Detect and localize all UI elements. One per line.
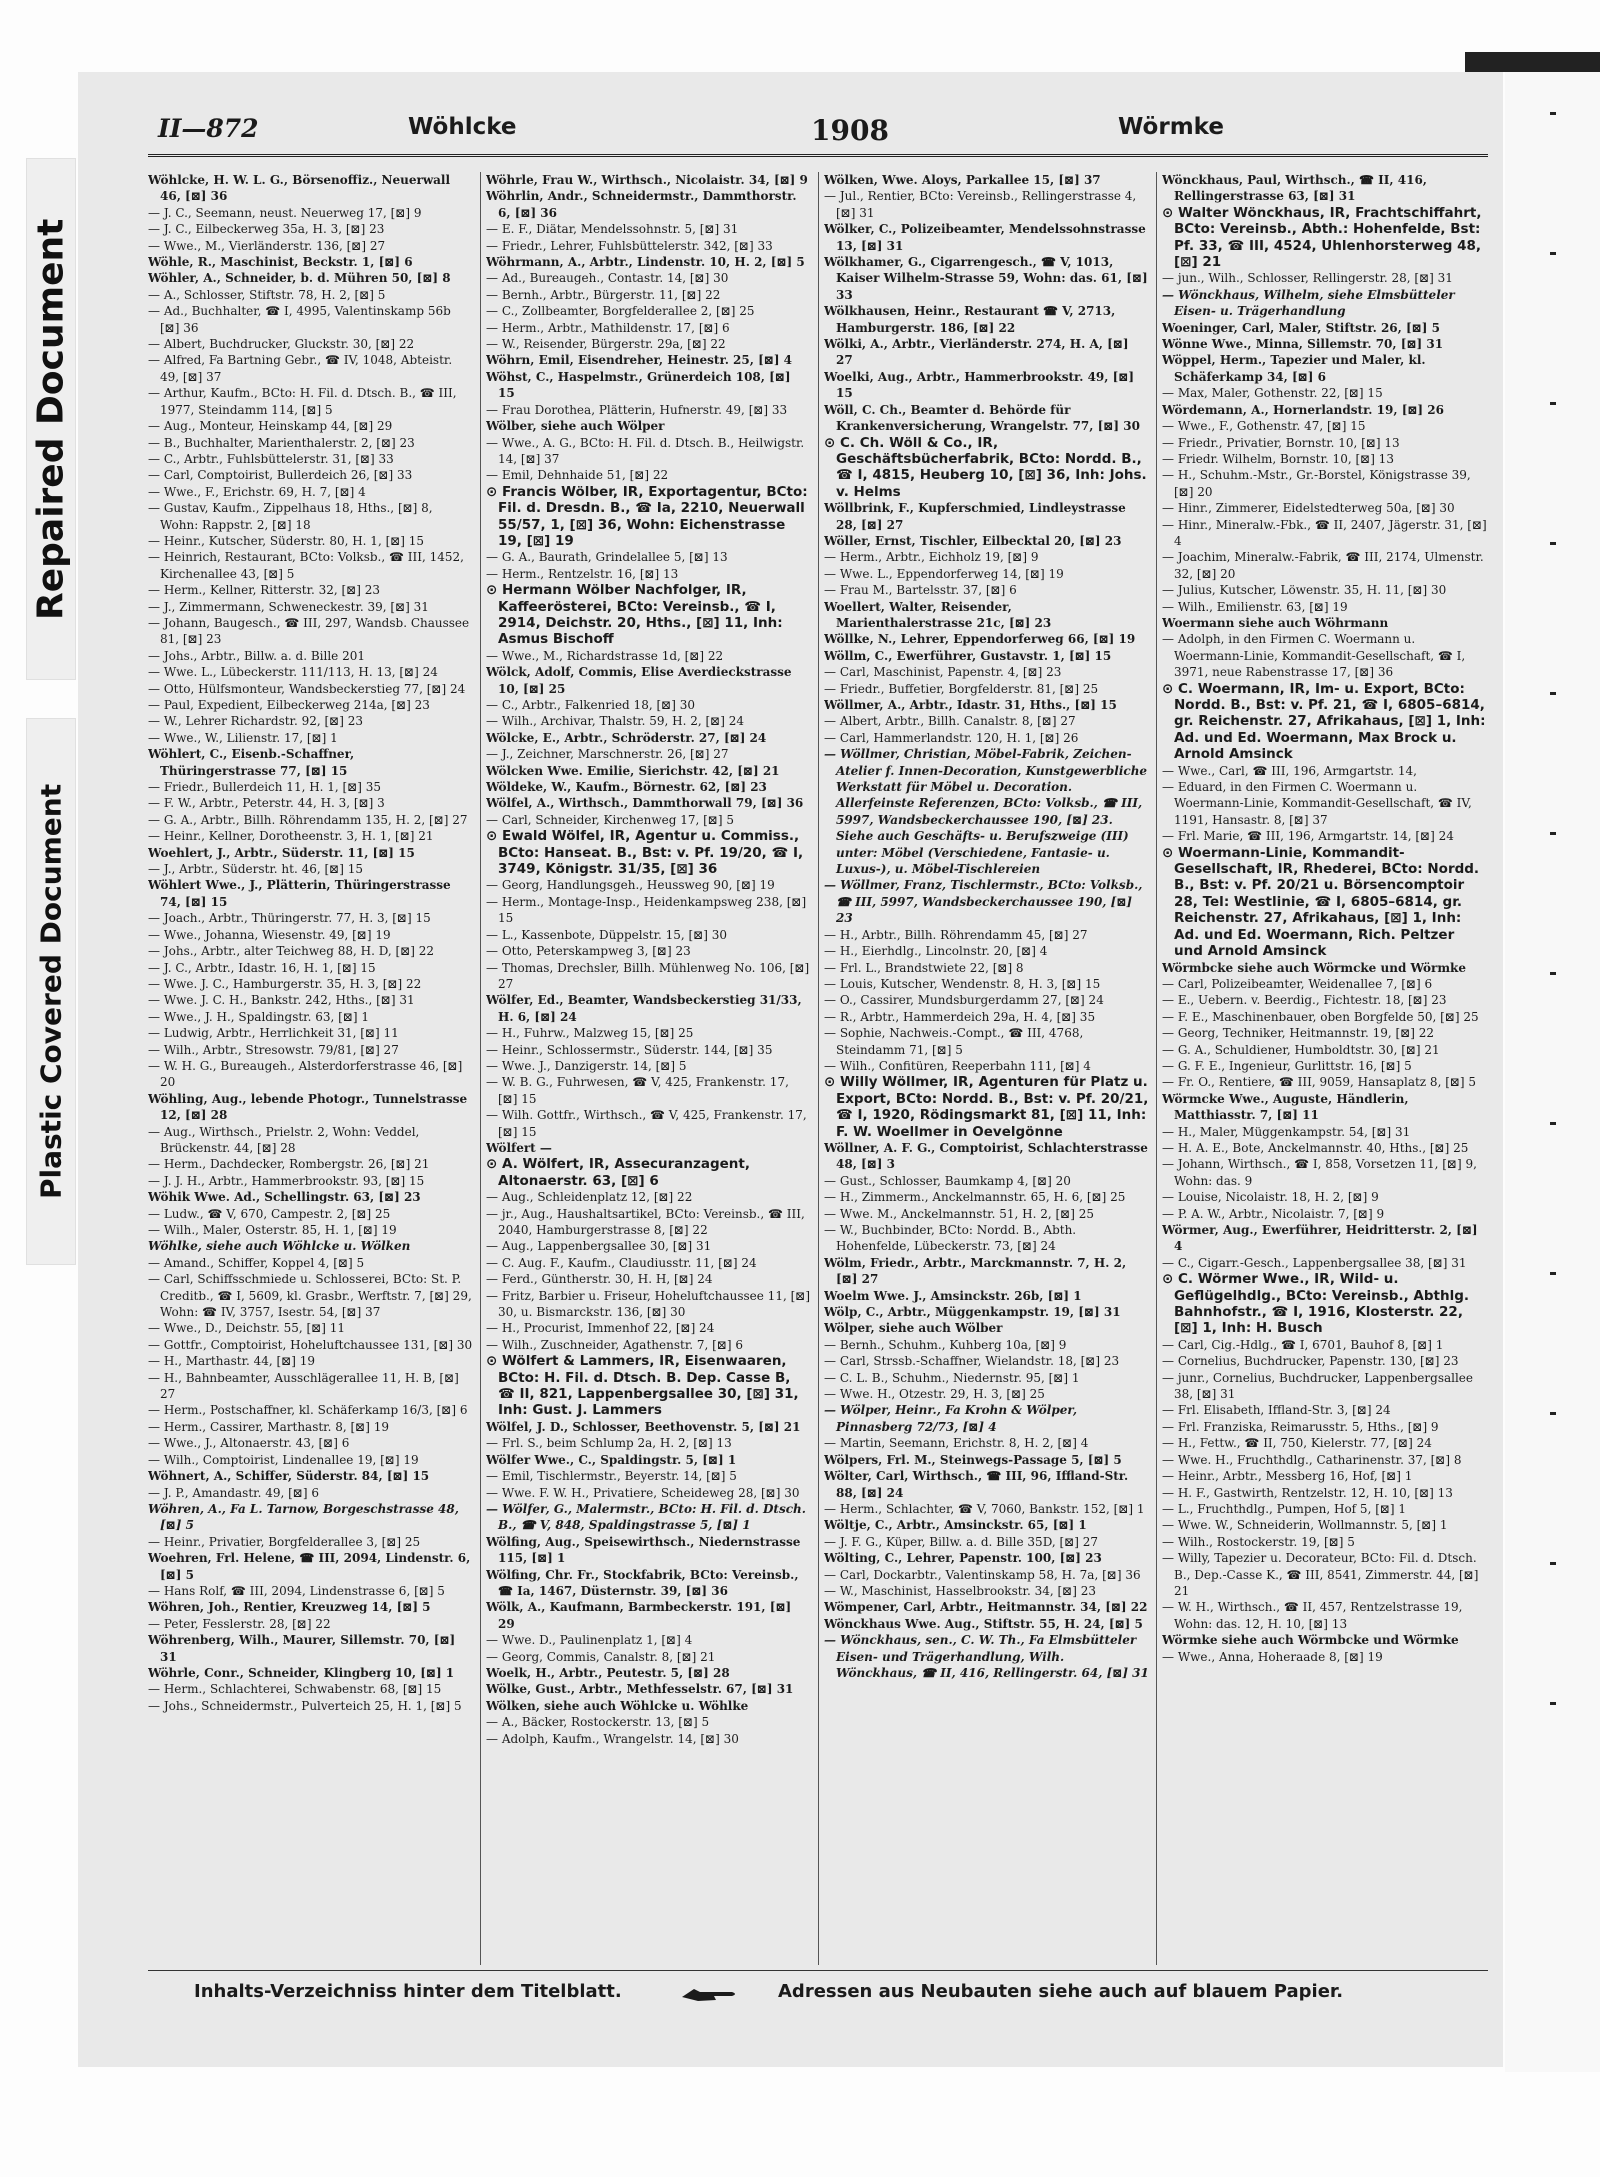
directory-entry: — C., Cigarr.-Gesch., Lappenbergsallee 38, [⊠] 31 [1162,1255,1467,1270]
directory-entry: — Peter, Fesslerstr. 28, [⊠] 22 [148,1616,331,1631]
directory-entry: Woellert, Walter, Reisender, Marienthalerstrasse 21c, [⊠] 23 [824,599,1052,630]
directory-entry: — W., Maschinist, Hasselbrookstr. 34, [⊠] 23 [824,1583,1096,1598]
directory-entry: — Wwe., M., Vierländerstr. 136, [⊠] 27 [148,238,386,253]
directory-entry: — Martin, Seemann, Erichstr. 8, H. 2, [⊠] 4 [824,1436,1089,1451]
directory-entry: Wöltje, C., Arbtr., Amsinckstr. 65, [⊠] 1 [824,1518,1087,1533]
directory-entry: Wölkhamer, G., Cigarrengesch., ☎ V, 1013, Kaiser Wilhelm-Strasse 59, Wohn: das. 61, [⊠] 33 [824,255,1148,302]
directory-entry: ⊙ Wölfert & Lammers, IR, Eisenwaaren, BCto: H. Fil. d. Dtsch. B. Dep. Casse B, ☎ II, 821, Lappenbergsallee 30, [⊠] 31, Inh: Gust. J. Lammers [486,1353,799,1419]
directory-entry: Wöhrle, Frau W., Wirthsch., Nicolaistr. 34, [⊠] 9 [486,173,808,187]
directory-entry: — J., Zeichner, Marschnerstr. 26, [⊠] 27 [486,747,729,762]
directory-entry: — L., Kassenbote, Düppelstr. 15, [⊠] 30 [486,927,728,942]
directory-entry: — G. A., Baurath, Grindelallee 5, [⊠] 13 [486,550,728,565]
directory-entry: — G. A., Arbtr., Billh. Röhrendamm 135, H. 2, [⊠] 27 [148,812,468,827]
directory-entry: — Carl, Maschinist, Papenstr. 4, [⊠] 23 [824,665,1062,680]
directory-entry: Wöhlert Wwe., J., Plätterin, Thüringerstrasse 74, [⊠] 15 [148,878,451,909]
directory-entry: Wölcke, E., Arbtr., Schröderstr. 27, [⊠] 24 [486,730,767,745]
directory-entry: — H., Arbtr., Billh. Röhrendamm 45, [⊠] 27 [824,927,1088,942]
directory-entry: Wölfel, A., Wirthsch., Dammthorwall 79, [⊠] 36 [486,796,804,811]
directory-entry: — Wwe. H., Fruchthdlg., Catharinenstr. 37, [⊠] 8 [1162,1452,1462,1467]
directory-entry: — Wwe., F., Erichstr. 69, H. 7, [⊠] 4 [148,484,366,499]
directory-entry: — Gust., Schlosser, Baumkamp 4, [⊠] 20 [824,1173,1071,1188]
directory-entry: ⊙ C. Woermann, IR, Im- u. Export, BCto: Nordd. B., Bst: v. Pf. 21, ☎ I, 6805–6814, gr. Reichenstr. 27, Afrikahaus, [⊠] 1, Inh: Ad. und Ed. Woermann, Max Brock u. Arnold Amsinck [1162,680,1486,763]
directory-entry: — Friedr., Lehrer, Fuhlsbüttelerstr. 342, [⊠] 33 [486,238,773,253]
directory-entry: — Wölper, Heinr., Fa Krohn & Wölper, Pinnasberg 72/73, [⊠] 4 [824,1403,1078,1434]
directory-entry: Wöhle, R., Maschinist, Beckstr. 1, [⊠] 6 [148,255,413,270]
directory-entry: — J., Arbtr., Süderstr. ht. 46, [⊠] 15 [148,862,363,877]
directory-entry: — Wwe., Johanna, Wiesenstr. 49, [⊠] 19 [148,927,391,942]
directory-entry: Wöllmer, A., Arbtr., Idastr. 31, Hths., [⊠] 15 [824,698,1117,712]
directory-entry: — W., Lehrer Richardstr. 92, [⊠] 23 [148,714,364,729]
directory-entry: ⊙ C. Ch. Wöll & Co., IR, Geschäftsbücherfabrik, BCto: Nordd. B., ☎ I, 4815, Heuberg 10, [⊠] 36, Inh: Johs. v. Helms [824,434,1147,500]
directory-entry: Wörmer, Aug., Ewerführer, Heidritterstr. 2, [⊠] 4 [1162,1223,1478,1254]
directory-entry: — Heinr., Kellner, Dorotheenstr. 3, H. 1, [⊠] 21 [148,829,434,844]
directory-entry: — C., Arbtr., Fuhlsbüttelerstr. 31, [⊠] 33 [148,451,394,466]
directory-entry: — Wilh., Emilienstr. 63, [⊠] 19 [1162,599,1348,614]
directory-entry: — Wilh., Rostockerstr. 19, [⊠] 5 [1162,1534,1355,1549]
directory-entry: — Herm., Kellner, Ritterstr. 32, [⊠] 23 [148,583,381,598]
directory-entry: — E. F., Diätar, Mendelssohnstr. 5, [⊠] 31 [486,222,739,237]
directory-entry: — Wwe. F. W. H., Privatiere, Scheideweg 28, [⊠] 30 [486,1485,800,1500]
directory-entry: — Herm., Arbtr., Mathildenstr. 17, [⊠] 6 [486,320,730,335]
directory-entry: — C. Aug. F., Kaufm., Claudiusstr. 11, [⊠] 24 [486,1255,757,1270]
directory-entry: — junr., Cornelius, Buchdrucker, Lappenbergsallee 38, [⊠] 31 [1162,1370,1474,1402]
directory-entry: — Wwe., A. G., BCto: H. Fil. d. Dtsch. B., Heilwigstr. 14, [⊠] 37 [486,435,805,466]
directory-entry: — Wwe., Anna, Hoheraade 8, [⊠] 19 [1162,1649,1383,1664]
directory-entry: Wöllner, A. F. G., Comptoirist, Schlachterstrasse 48, [⊠] 3 [824,1140,1148,1172]
directory-entry: Wönckhaus, Paul, Wirthsch., ☎ II, 416, Rellingerstrasse 63, [⊠] 31 [1162,173,1427,204]
directory-entry: — Carl, Hammerlandstr. 120, H. 1, [⊠] 26 [824,730,1079,745]
directory-entry: — Frl. L., Brandstwiete 22, [⊠] 8 [824,960,1024,975]
directory-entry: Wönne Wwe., Minna, Sillemstr. 70, [⊠] 31 [1162,337,1444,352]
directory-entry: — Frl. Marie, ☎ III, 196, Armgartstr. 14, [⊠] 24 [1162,829,1454,844]
directory-entry: Wöhlert, C., Eisenb.-Schaffner, Thüringerstrasse 77, [⊠] 15 [148,747,355,778]
directory-entry: — L., Fruchthdlg., Pumpen, Hof 5, [⊠] 1 [1162,1501,1407,1516]
directory-entry: — Willy, Tapezier u. Decorateur, BCto: Fil. d. Dtsch. B., Dep.-Casse K., ☎ III, 8541, Zimmerstr. 44, [⊠] 21 [1162,1551,1479,1598]
directory-entry: Woelk, H., Arbtr., Peutestr. 5, [⊠] 28 [486,1665,730,1680]
directory-entry: — Otto, Hülfsmonteur, Wandsbeckerstieg 77, [⊠] 24 [148,681,466,696]
directory-entry: — Hans Rolf, ☎ III, 2094, Lindenstrasse 6, [⊠] 5 [148,1583,445,1598]
directory-entry: Wöhren, A., Fa L. Tarnow, Borgeschstrasse 48, [⊠] 5 [148,1501,459,1533]
directory-entry: Wölken, Wwe. Aloys, Parkallee 15, [⊠] 37 [824,173,1101,187]
directory-entry: — Emil, Dehnhaide 51, [⊠] 22 [486,468,669,483]
directory-entry: — Joachim, Mineralw.-Fabrik, ☎ III, 2174, Ulmenstr. 32, [⊠] 20 [1162,550,1484,581]
directory-column-4 [1162,172,1487,1965]
directory-entry: — Heinrich, Restaurant, BCto: Volksb., ☎ III, 1452, Kirchenallee 43, [⊠] 5 [148,550,464,581]
directory-entry: Wöhren, Joh., Rentier, Kreuzweg 14, [⊠] 5 [148,1600,431,1615]
directory-entry: — C., Zollbeamter, Borgfelderallee 2, [⊠] 25 [486,304,755,319]
directory-entry: ⊙ Francis Wölber, IR, Exportagentur, BCto: Fil. d. Dresdn. B., ☎ Ia, 2210, Neuerwall 55/57, 1, [⊠] 36, Wohn: Eichenstrasse 19, [⊠] 19 [486,483,808,549]
directory-entry: — Herm., Dachdecker, Rombergstr. 26, [⊠] 21 [148,1157,430,1172]
directory-entry: — H., Fettw., ☎ II, 750, Kielerstr. 77, [⊠] 24 [1162,1436,1432,1451]
directory-entry: — Johs., Arbtr., Billw. a. d. Bille 201 [148,648,366,663]
directory-entry: Wöhrlin, Andr., Schneidermstr., Dammthorstr. 6, [⊠] 36 [486,189,797,220]
directory-entry: — Wöllmer, Christian, Möbel-Fabrik, Zeichen-Atelier f. Innen-Decoration, Kunstgewerbliche Werkstatt für Möbel u. Decoration. Allerfeinste Referenzen, BCto: Volksb., ☎ III, 5997, Wandsbeckerchaussee 190, [⊠] 23. Siehe auch Geschäfts- u. Berufszweige (III) unter: Möbel (Verschiedene, Fantasie- u. Luxus-), u. Möbel-Tischlereien [824,747,1148,877]
directory-entry: — G. F. E., Ingenieur, Gurlittstr. 16, [⊠] 5 [1162,1058,1412,1073]
directory-entry: — Aug., Monteur, Heinskamp 44, [⊠] 29 [148,419,393,434]
directory-entry: Woermann siehe auch Wöhrmann [1162,615,1389,630]
directory-entry: Wölter, Carl, Wirthsch., ☎ III, 96, Iffland-Str. 88, [⊠] 24 [824,1469,1129,1500]
directory-entry: — Fritz, Barbier u. Friseur, Hoheluftchaussee 11, [⊠] 30, u. Bismarckstr. 136, [⊠] 30 [486,1288,810,1320]
directory-entry: — Sophie, Nachweis.-Compt., ☎ III, 4768, Steindamm 71, [⊠] 5 [824,1026,1084,1057]
directory-entry: Woelki, Aug., Arbtr., Hammerbrookstr. 49, [⊠] 15 [824,369,1135,401]
directory-entry: — jr., Aug., Haushaltsartikel, BCto: Vereinsb., ☎ III, 2040, Hamburgerstrasse 8, [⊠] 22 [486,1206,805,1237]
directory-entry: — Wwe. J. C., Hamburgerstr. 35, H. 3, [⊠] 22 [148,976,422,991]
directory-entry: — H., Maler, Müggenkampstr. 54, [⊠] 31 [1162,1124,1411,1139]
directory-entry: — Emil, Tischlermstr., Beyerstr. 14, [⊠] 5 [486,1469,737,1484]
directory-entry: — Wwe., Carl, ☎ III, 196, Armgartstr. 14, [1162,763,1417,778]
directory-entry: — Cornelius, Buchdrucker, Papenstr. 130, [⊠] 23 [1162,1354,1459,1369]
directory-entry: — Gottfr., Comptoirist, Hoheluftchaussee 131, [⊠] 30 [148,1337,473,1352]
directory-entry: — W. H., Wirthsch., ☎ II, 457, Rentzelstrasse 19, Wohn: das. 12, H. 10, [⊠] 13 [1162,1600,1463,1631]
directory-entry: Wöhler, A., Schneider, b. d. Mühren 50, [⊠] 8 [148,271,451,286]
directory-entry: Wöhik Wwe. Ad., Schellingstr. 63, [⊠] 23 [148,1190,421,1205]
directory-entry: — W., Buchbinder, BCto: Nordd. B., Abth. Hohenfelde, Lübeckerstr. 73, [⊠] 24 [824,1223,1077,1254]
directory-entry: Wöhlcke, H. W. L. G., Börsenoffiz., Neuerwall 46, [⊠] 36 [148,173,451,204]
header-year: 1908 [811,114,889,147]
directory-entry: — Aug., Wirthsch., Prielstr. 2, Wohn: Veddel, Brückenstr. 44, [⊠] 28 [148,1124,420,1155]
directory-column-1 [148,172,473,1965]
directory-entry: Wölcken Wwe. Emilie, Sierichstr. 42, [⊠] 21 [486,763,780,778]
directory-entry: Wöppel, Herm., Tapezier und Maler, kl. Schäferkamp 34, [⊠] 6 [1162,353,1426,384]
directory-entry: Wölp, C., Arbtr., Müggenkampstr. 19, [⊠] 31 [824,1305,1121,1320]
directory-entry: — H., Bahnbeamter, Ausschlägerallee 11, H. B, [⊠] 27 [148,1370,459,1402]
directory-entry: Wölpers, Frl. M., Steinwegs-Passage 5, [⊠] 5 [824,1452,1122,1467]
directory-entry: — Johann, Baugesch., ☎ III, 297, Wandsb. Chaussee 81, [⊠] 23 [148,615,470,647]
plastic-covered-document-label: Plastic Covered Document [26,718,76,1265]
directory-entry: — Herm., Schlachterei, Schwabenstr. 68, [⊠] 15 [148,1682,442,1697]
directory-entry: Wölber, siehe auch Wölper [486,419,665,434]
directory-entry: — Wwe., J. H., Spaldingstr. 63, [⊠] 1 [148,1009,369,1024]
directory-entry: — H., Schuhm.-Mstr., Gr.-Borstel, Königstrasse 39, [⊠] 20 [1162,468,1471,499]
directory-entry: Wölper, siehe auch Wölber [824,1321,1003,1336]
directory-entry: — Gustav, Kaufm., Zippelhaus 18, Hths., [⊠] 8, Wohn: Rappstr. 2, [⊠] 18 [148,501,433,532]
directory-entry: — G. A., Schuldiener, Humboldtstr. 30, [⊠] 21 [1162,1042,1440,1057]
column-divider [818,172,819,1965]
directory-entry: — jun., Wilh., Schlosser, Rellingerstr. 28, [⊠] 31 [1162,271,1453,286]
directory-entry: — Friedr., Bullerdeich 11, H. 1, [⊠] 35 [148,780,382,795]
directory-entry: — Wönckhaus, Wilhelm, siehe Elmsbütteler Eisen- u. Trägerhandlung [1162,287,1455,319]
directory-entry: ⊙ Ewald Wölfel, IR, Agentur u. Commiss., BCto: Hanseat. B., Bst: v. Pf. 19/20, ☎ I, 3749, Königstr. 31/35, [⊠] 36 [486,828,804,878]
directory-entry: — Otto, Peterskampweg 3, [⊠] 23 [486,944,691,959]
directory-entry: — H., Procurist, Immenhof 22, [⊠] 24 [486,1321,715,1336]
directory-entry: — Herm., Rentzelstr. 16, [⊠] 13 [486,566,679,581]
directory-entry: — Wilh., Archivar, Thalstr. 59, H. 2, [⊠] 24 [486,714,744,729]
directory-entry: — Alfred, Fa Bartning Gebr., ☎ IV, 1048, Abteistr. 49, [⊠] 37 [148,353,453,384]
directory-entry: — Ludw., ☎ V, 670, Campestr. 2, [⊠] 25 [148,1206,391,1221]
pointing-hand-icon [680,1985,740,2003]
directory-entry: — Frau M., Bartelsstr. 37, [⊠] 6 [824,583,1017,598]
directory-entry: — Max, Maler, Gothenstr. 22, [⊠] 15 [1162,386,1383,401]
directory-entry: — H., Eierhdlg., Lincolnstr. 20, [⊠] 4 [824,944,1048,959]
directory-entry: — Eduard, in den Firmen C. Woermann u. Woermann-Linie, Kommandit-Gesellschaft, ☎ IV, 1191, Hansastr. 8, [⊠] 37 [1162,780,1472,827]
directory-entry: Wöllke, N., Lehrer, Eppendorferweg 66, [⊠] 19 [824,632,1136,647]
directory-entry: — Wilh., Maler, Osterstr. 85, H. 1, [⊠] 19 [148,1223,397,1237]
directory-entry: — Wwe., J., Altonaerstr. 43, [⊠] 6 [148,1436,350,1451]
directory-entry: — Georg, Commis, Canalstr. 8, [⊠] 21 [486,1649,716,1664]
directory-entry: Wördemann, A., Hornerlandstr. 19, [⊠] 26 [1162,402,1444,417]
directory-entry: Wörmke siehe auch Wörmbcke und Wörmke [1162,1633,1459,1648]
directory-entry: Wölfer, Ed., Beamter, Wandsbeckerstieg 31/33, H. 6, [⊠] 24 [486,993,802,1024]
directory-entry: Wöller, Ernst, Tischler, Eilbecktal 20, [⊠] 23 [824,533,1122,548]
directory-entry: — Herm., Cassirer, Marthastr. 8, [⊠] 19 [148,1419,389,1434]
directory-entry: — Hinr., Zimmerer, Eidelstedterweg 50a, [⊠] 30 [1162,501,1455,516]
directory-entry: — Aug., Schleidenplatz 12, [⊠] 22 [486,1190,693,1205]
directory-entry: Wölfing, Chr. Fr., Stockfabrik, BCto: Vereinsb., ☎ Ia, 1467, Düsternstr. 39, [⊠] 36 [486,1567,799,1598]
directory-entry: — Wwe. H., Otzestr. 29, H. 3, [⊠] 25 [824,1387,1045,1402]
directory-entry: Wöllm, C., Ewerführer, Gustavstr. 1, [⊠] 15 [824,648,1112,663]
directory-entry: — Albert, Buchdrucker, Gluckstr. 30, [⊠] 22 [148,337,415,352]
directory-entry: — Friedr., Buffetier, Borgfelderstr. 81, [⊠] 25 [824,681,1099,696]
directory-entry: — Johs., Schneidermstr., Pulverteich 25, H. 1, [⊠] 5 [148,1698,462,1713]
directory-entry: — Wönckhaus, sen., C. W. Th., Fa Elmsbütteler Eisen- und Trägerhandlung, Wilh. Wönckhaus, ☎ II, 416, Rellingerstr. 64, [⊠] 31 [824,1633,1149,1680]
directory-entry: — Wwe. L., Eppendorferweg 14, [⊠] 19 [824,566,1064,581]
directory-entry: — Frl. S., beim Schlump 2a, H. 2, [⊠] 13 [486,1436,732,1451]
repaired-document-label: Repaired Document [26,158,76,680]
directory-entry: — Louis, Kutscher, Wendenstr. 8, H. 3, [⊠] 15 [824,976,1101,991]
directory-entry: Wöhlke, siehe auch Wöhlcke u. Wölken [148,1239,411,1254]
directory-entry: — J. J. H., Arbtr., Hammerbrookstr. 93, [⊠] 15 [148,1173,425,1188]
directory-entry: — C., Arbtr., Falkenried 18, [⊠] 30 [486,698,695,712]
directory-entry: — Carl, Comptoirist, Bullerdeich 26, [⊠] 33 [148,468,413,483]
directory-entry: — W. H. G., Bureaugeh., Alsterdorferstrasse 46, [⊠] 20 [148,1058,463,1090]
footer-right-text: Adressen aus Neubauten siehe auch auf blauem Papier. [778,1981,1344,2002]
directory-entry: Wöldeke, W., Kaufm., Börnestr. 62, [⊠] 23 [486,780,767,795]
directory-entry: — Aug., Lappenbergsallee 30, [⊠] 31 [486,1239,712,1254]
page-footer [148,1970,1488,2011]
directory-entry: — Wwe., M., Richardstrasse 1d, [⊠] 22 [486,648,724,663]
directory-entry: — Wilh., Arbtr., Stresowstr. 79/81, [⊠] 27 [148,1042,399,1057]
directory-entry: — J. C., Eilbeckerweg 35a, H. 3, [⊠] 23 [148,222,385,237]
directory-entry: — A., Schlosser, Stiftstr. 78, H. 2, [⊠] 5 [148,287,386,302]
directory-entry: Wölfing, Aug., Speisewirthsch., Niedernstrasse 115, [⊠] 1 [486,1534,801,1566]
directory-entry: Wölting, C., Lehrer, Papenstr. 100, [⊠] 23 [824,1551,1102,1566]
directory-entry: — Albert, Arbtr., Billh. Canalstr. 8, [⊠] 27 [824,714,1076,729]
directory-column-3 [824,172,1149,1965]
directory-entry: Wörmbcke siehe auch Wörmcke und Wörmke [1162,960,1466,975]
directory-entry: ⊙ A. Wölfert, IR, Assecuranzagent, Altonaerstr. 63, [⊠] 6 [486,1156,750,1189]
directory-entry: — H., Zimmerm., Anckelmannstr. 65, H. 6, [⊠] 25 [824,1190,1126,1205]
directory-entry: Wölck, Adolf, Commis, Elise Averdieckstrasse 10, [⊠] 25 [486,665,792,696]
directory-entry: — Adolph, in den Firmen C. Woermann u. Woermann-Linie, Kommandit-Gesellschaft, ☎ I, 3971, neue Rabenstrasse 17, [⊠] 36 [1162,632,1466,680]
directory-entry: — B., Buchhalter, Marienthalerstr. 2, [⊠] 23 [148,435,415,450]
directory-entry: Wölkhausen, Heinr., Restaurant ☎ V, 2713, Hamburgerstr. 186, [⊠] 22 [824,304,1116,335]
directory-entry: Wölken, siehe auch Wöhlcke u. Wöhlke [486,1698,749,1713]
directory-entry: — Carl, Dockarbtr., Valentinskamp 58, H. 7a, [⊠] 36 [824,1567,1141,1582]
adjacent-page-edge [1505,72,1600,2072]
directory-entry: Woeninger, Carl, Maler, Stiftstr. 26, [⊠] 5 [1162,320,1440,335]
directory-entry: — Georg, Handlungsgeh., Heussweg 90, [⊠] 19 [486,878,775,893]
directory-entry: ⊙ Walter Wönckhaus, IR, Frachtschiffahrt, BCto: Vereinsb., Abth.: Hohenfelde, Bst: Pf. 33, ☎ III, 4524, Uhlenhorsterweg 48, [⊠] 21 [1162,204,1482,271]
directory-entry: ⊙ Willy Wöllmer, IR, Agenturen für Platz u. Export, BCto: Nordd. B., Bst: v. Pf. 20/21, ☎ I, 1920, Rödingsmarkt 81, [⊠] 11, Inh: F. W. Woellmer in Oevelgönne [824,1074,1149,1140]
directory-entry: Wölfert — [486,1140,552,1155]
directory-entry: Wöhnert, A., Schiffer, Süderstr. 84, [⊠] 15 [148,1469,430,1484]
directory-entry: — Herm., Postschaffner, kl. Schäferkamp 16/3, [⊠] 6 [148,1403,468,1418]
directory-entry: — R., Arbtr., Hammerdeich 29a, H. 4, [⊠] 35 [824,1009,1096,1024]
footer-left-text: Inhalts-Verzeichniss hinter dem Titelblatt. [194,1981,622,2002]
directory-entry: — Wöllmer, Franz, Tischlermstr., BCto: Volksb., ☎ III, 5997, Wandsbeckerchaussee 190, [⊠] 23 [824,878,1143,926]
directory-entry: — Bernh., Arbtr., Bürgerstr. 11, [⊠] 22 [486,287,721,302]
directory-entry: — Wwe. J. C. H., Bankstr. 242, Hths., [⊠] 31 [148,993,415,1008]
directory-entry: Wöhrmann, A., Arbtr., Lindenstr. 10, H. 2, [⊠] 5 [486,255,805,270]
directory-entry: — Wwe., F., Gothenstr. 47, [⊠] 15 [1162,419,1366,434]
directory-entry: — W. B. G., Fuhrwesen, ☎ V, 425, Frankenstr. 17, [⊠] 15 [486,1075,789,1106]
directory-entry: Wönckhaus Wwe. Aug., Stiftstr. 55, H. 24, [⊠] 5 [824,1616,1143,1631]
directory-entry: — Wölfer, G., Malermstr., BCto: H. Fil. d. Dtsch. B., ☎ V, 848, Spaldingstrasse 5, [⊠] 1 [486,1501,806,1533]
directory-entry: — Wwe., W., Lilienstr. 17, [⊠] 1 [148,730,338,745]
directory-entry: ⊙ C. Wörmer Wwe., IR, Wild- u. Geflügelhdlg., BCto: Vereinsb., Abthlg. Bahnhofstr., ☎ I, 1916, Klosterstr. 22, [⊠] 1, Inh: H. Busch [1162,1271,1470,1337]
directory-entry: — Ludwig, Arbtr., Herrlichkeit 31, [⊠] 11 [148,1026,399,1041]
directory-entry: — Friedr. Wilhelm, Bornstr. 10, [⊠] 13 [1162,451,1394,466]
directory-entry: Wöhst, C., Haspelmstr., Grünerdeich 108, [⊠] 15 [486,369,791,401]
directory-entry: — C. L. B., Schuhm., Niedernstr. 95, [⊠] 1 [824,1370,1080,1385]
directory-entry: Wölke, Gust., Arbtr., Methfesselstr. 67, [⊠] 31 [486,1682,794,1697]
directory-entry: — A., Bäcker, Rostockerstr. 13, [⊠] 5 [486,1715,710,1730]
directory-entry: — Carl, Polizeibeamter, Weidenallee 7, [⊠] 6 [1162,976,1433,991]
directory-entry: — J. C., Arbtr., Idastr. 16, H. 1, [⊠] 15 [148,960,376,975]
directory-entry: Wömpener, Carl, Arbtr., Heitmannstr. 34, [⊠] 22 [824,1600,1148,1615]
directory-entry: — Wilh., Zuschneider, Agathenstr. 7, [⊠] 6 [486,1337,743,1352]
directory-entry: Wöhling, Aug., lebende Photogr., Tunnelstrasse 12, [⊠] 28 [148,1091,468,1123]
directory-entry: — Carl, Cig.-Hdlg., ☎ I, 6701, Bauhof 8, [⊠] 1 [1162,1337,1444,1352]
directory-entry: Wölfer Wwe., C., Spaldingstr. 5, [⊠] 1 [486,1452,737,1467]
directory-entry: — Wwe. M., Anckelmannstr. 51, H. 2, [⊠] 25 [824,1206,1094,1221]
directory-column-2 [486,172,811,1965]
directory-entry: Wöllbrink, F., Kupferschmied, Lindleystrasse 28, [⊠] 27 [824,501,1126,532]
directory-entry: — F. E., Maschinenbauer, oben Borgfelde 50, [⊠] 25 [1162,1009,1479,1024]
directory-entry: — Wilh. Gottfr., Wirthsch., ☎ V, 425, Frankenstr. 17, [⊠] 15 [486,1108,807,1139]
directory-entry: Woehlert, J., Arbtr., Süderstr. 11, [⊠] 15 [148,845,415,860]
directory-entry: — Wwe. J., Danzigerstr. 14, [⊠] 5 [486,1058,687,1073]
directory-entry: — J. F. G., Küper, Billw. a. d. Bille 35D, [⊠] 27 [824,1534,1099,1549]
directory-entry: — Friedr., Privatier, Bornstr. 10, [⊠] 13 [1162,435,1400,450]
directory-entry: — H. A. E., Bote, Anckelmannstr. 40, Hths., [⊠] 25 [1162,1140,1469,1155]
directory-entry: — Ad., Bureaugeh., Contastr. 14, [⊠] 30 [486,271,729,286]
column-divider [480,172,481,1965]
directory-entry: — W., Reisender, Bürgerstr. 29a, [⊠] 22 [486,337,726,352]
directory-entry: Wöhrle, Conr., Schneider, Klingberg 10, [⊠] 1 [148,1665,455,1680]
directory-entry: — Jul., Rentier, BCto: Vereinsb., Rellingerstrasse 4, [⊠] 31 [824,189,1137,220]
directory-entry: — Herm., Schlachter, ☎ V, 7060, Bankstr. 152, [⊠] 1 [824,1501,1145,1516]
directory-entry: — Wwe. D., Paulinenplatz 1, [⊠] 4 [486,1633,693,1648]
directory-entry: Wölker, C., Polizeibeamter, Mendelssohnstrasse 13, [⊠] 31 [824,222,1146,253]
directory-entry: — Carl, Strssb.-Schaffner, Wielandstr. 18, [⊠] 23 [824,1354,1120,1369]
directory-entry: Wöll, C. Ch., Beamter d. Behörde für Krankenversicherung, Wrangelstr. 77, [⊠] 30 [824,402,1140,434]
directory-entry: — Frl. Franziska, Reimarusstr. 5, Hths., [⊠] 9 [1162,1419,1439,1434]
directory-entry: — J. P., Amandastr. 49, [⊠] 6 [148,1485,319,1500]
directory-entry: — Louise, Nicolaistr. 18, H. 2, [⊠] 9 [1162,1190,1379,1205]
directory-entry: — H. F., Gastwirth, Rentzelstr. 12, H. 10, [⊠] 13 [1162,1485,1453,1500]
header-last-word: Wörmke [1118,114,1224,140]
page-header [148,110,1488,157]
directory-entry: — Frau Dorothea, Plätterin, Hufnerstr. 49, [⊠] 33 [486,402,788,417]
directory-entry: — Adolph, Kaufm., Wrangelstr. 14, [⊠] 30 [486,1731,739,1746]
directory-entry: — Heinr., Arbtr., Messberg 16, Hof, [⊠] 1 [1162,1469,1413,1484]
directory-entry: — Wwe., D., Deichstr. 55, [⊠] 11 [148,1321,346,1336]
directory-entry: — Wilh., Comptoirist, Lindenallee 19, [⊠] 19 [148,1452,419,1467]
directory-entry: — O., Cassirer, Mundsburgerdamm 27, [⊠] 24 [824,993,1104,1008]
directory-entry: Wölm, Friedr., Arbtr., Marckmannstr. 7, H. 2, [⊠] 27 [824,1255,1127,1287]
directory-entry: Woelm Wwe. J., Amsinckstr. 26b, [⊠] 1 [824,1288,1082,1303]
directory-entry: Wölki, A., Arbtr., Vierländerstr. 274, H. A, [⊠] 27 [824,337,1129,368]
top-right-black-bar [1465,52,1600,72]
page-number: II—872 [158,114,259,143]
directory-entry: Wöhrenberg, Wilh., Maurer, Sillemstr. 70, [⊠] 31 [148,1633,456,1664]
directory-entry: — J. C., Seemann, neust. Neuerweg 17, [⊠] 9 [148,205,422,220]
directory-entry: — J., Zimmermann, Schweneckestr. 39, [⊠] 31 [148,599,429,614]
directory-entry: — Carl, Schiffsschmiede u. Schlosserei, BCto: St. P. Creditb., ☎ I, 5609, kl. Grasbr., Werftstr. 7, [⊠] 29, Wohn: ☎ IV, 3757, Isestr. 54, [⊠] 37 [148,1272,472,1320]
directory-entry: — Bernh., Schuhm., Kuhberg 10a, [⊠] 9 [824,1337,1067,1352]
directory-entry: — Herm., Montage-Insp., Heidenkampsweg 238, [⊠] 15 [486,894,807,926]
directory-entry: — Ferd., Güntherstr. 30, H. H, [⊠] 24 [486,1272,713,1287]
directory-entry: — Georg, Techniker, Heitmannstr. 19, [⊠] 22 [1162,1026,1435,1041]
directory-entry: — Wwe. W., Schneiderin, Wollmannstr. 5, [⊠] 1 [1162,1518,1448,1533]
directory-entry: — E., Uebern. v. Beerdig., Fichtestr. 18, [⊠] 23 [1162,993,1447,1008]
directory-entry: Wölfel, J. D., Schlosser, Beethovenstr. 5, [⊠] 21 [486,1419,801,1434]
directory-entry: — Paul, Expedient, Eilbeckerweg 214a, [⊠] 23 [148,698,430,712]
directory-entry: — Joach., Arbtr., Thüringerstr. 77, H. 3, [⊠] 15 [148,911,431,926]
directory-entry: — Wwe. L., Lübeckerstr. 111/113, H. 13, [⊠] 24 [148,665,438,680]
directory-entry: — Arthur, Kaufm., BCto: H. Fil. d. Dtsch. B., ☎ III, 1977, Steindamm 114, [⊠] 5 [148,386,457,417]
directory-entry: ⊙ Hermann Wölber Nachfolger, IR, Kaffeerösterei, BCto: Vereinsb., ☎ I, 2914, Deichstr. 20, Hths., [⊠] 11, Inh: Asmus Bischoff [486,582,783,648]
directory-entry: — H., Fuhrw., Malzweg 15, [⊠] 25 [486,1026,694,1041]
header-first-word: Wöhlcke [408,114,517,140]
directory-entry: — P. A. W., Arbtr., Nicolaistr. 7, [⊠] 9 [1162,1206,1385,1221]
directory-entry: — Thomas, Drechsler, Billh. Mühlenweg No. 106, [⊠] 27 [486,960,810,991]
directory-entry: Wöhrn, Emil, Eisendreher, Heinestr. 25, [⊠] 4 [486,353,793,368]
directory-entry: Wörmcke Wwe., Auguste, Händlerin, Matthiasstr. 7, [⊠] 11 [1162,1091,1409,1123]
directory-columns [148,172,1488,1965]
directory-entry: ⊙ Woermann-Linie, Kommandit-Gesellschaft, IR, Rhederei, BCto: Nordd. B., Bst: v. Pf. 20/21 u. Börsencomptoir 28, Tel: Westlinie, ☎ I, 6805–6814, gr. Reichenstr. 27, Afrikahaus, [⊠] 1, Inh: Ad. und Ed. Woermann, Rich. Peltzer und Arnold Amsinck [1162,844,1480,960]
directory-entry: — Johann, Wirthsch., ☎ I, 858, Vorsetzen 11, [⊠] 9, Wohn: das. 9 [1162,1157,1477,1188]
directory-entry: — Herm., Arbtr., Eichholz 19, [⊠] 9 [824,550,1039,565]
directory-entry: Wölk, A., Kaufmann, Barmbeckerstr. 191, [⊠] 29 [486,1600,792,1631]
directory-entry: Woehren, Frl. Helene, ☎ III, 2094, Lindenstr. 6, [⊠] 5 [148,1551,471,1582]
directory-entry: — Wilh., Confitüren, Reeperbahn 111, [⊠] 4 [824,1058,1091,1073]
directory-entry: — Heinr., Kutscher, Süderstr. 80, H. 1, [⊠] 15 [148,533,425,548]
directory-entry: — Fr. O., Rentiere, ☎ III, 9059, Hansaplatz 8, [⊠] 5 [1162,1075,1477,1090]
directory-entry: — Amand., Schiffer, Koppel 4, [⊠] 5 [148,1255,365,1270]
column-divider [1156,172,1157,1965]
directory-page [78,72,1503,2067]
directory-entry: — Johs., Arbtr., alter Teichweg 88, H. D, [⊠] 22 [148,944,435,959]
directory-entry: — Hinr., Mineralw.-Fbk., ☎ II, 2407, Jägerstr. 31, [⊠] 4 [1162,517,1487,548]
directory-entry: — Julius, Kutscher, Löwenstr. 35, H. 11, [⊠] 30 [1162,583,1447,598]
directory-entry: — H., Marthastr. 44, [⊠] 19 [148,1354,316,1369]
directory-entry: — Frl. Elisabeth, Iffland-Str. 3, [⊠] 24 [1162,1403,1391,1418]
directory-entry: — Heinr., Schlossermstr., Süderstr. 144, [⊠] 35 [486,1042,773,1057]
directory-entry: — Carl, Schneider, Kirchenweg 17, [⊠] 5 [486,812,734,827]
directory-entry: — Ad., Buchhalter, ☎ I, 4995, Valentinskamp 56b [⊠] 36 [148,304,451,335]
directory-entry: — Heinr., Privatier, Borgfelderallee 3, [⊠] 25 [148,1534,421,1549]
directory-entry: — F. W., Arbtr., Peterstr. 44, H. 3, [⊠] 3 [148,796,385,811]
